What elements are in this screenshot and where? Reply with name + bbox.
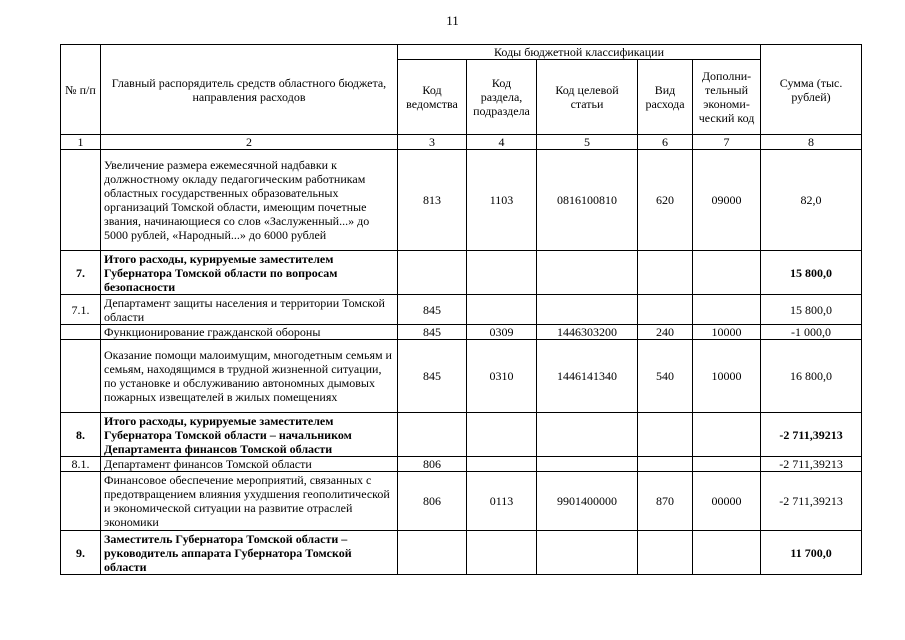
header-num: № п/п bbox=[61, 45, 101, 135]
table-row bbox=[61, 295, 862, 325]
row-type bbox=[638, 531, 693, 575]
row-target bbox=[537, 295, 638, 325]
row-sum: 11 700,0 bbox=[761, 531, 862, 575]
row-type bbox=[638, 413, 693, 457]
row-name: Оказание помощи малоимущим, многодетным семьям и семьям, находящимся в трудной жизненной ситуации, по установке и обслуживанию автономных дымовых пожарных извещателей в жилых помещениях bbox=[101, 340, 398, 413]
row-sum: -2 711,39213 bbox=[761, 472, 862, 531]
row-num: 8. bbox=[61, 413, 101, 457]
row-target bbox=[537, 251, 638, 295]
row-type: 240 bbox=[638, 325, 693, 340]
row-section bbox=[467, 457, 537, 472]
row-name: Итого расходы, курируемые заместителем Губернатора Томской области по вопросам безопасности bbox=[101, 251, 398, 295]
row-num bbox=[61, 340, 101, 413]
page-number: 11 bbox=[446, 13, 459, 28]
row-sum: -2 711,39213 bbox=[761, 413, 862, 457]
row-type bbox=[638, 457, 693, 472]
column-number: 5 bbox=[537, 135, 638, 150]
row-target: 9901400000 bbox=[537, 472, 638, 531]
row-extra bbox=[693, 457, 761, 472]
header-codes-group: Коды бюджетной классификации bbox=[398, 45, 761, 60]
table-row bbox=[61, 340, 862, 413]
row-name: Итого расходы, курируемые заместителем Губернатора Томской области – начальником Департамента финансов Томской области bbox=[101, 413, 398, 457]
row-sum: 16 800,0 bbox=[761, 340, 862, 413]
table-row bbox=[61, 531, 862, 575]
table-row bbox=[61, 472, 862, 531]
row-sum: 15 800,0 bbox=[761, 251, 862, 295]
row-target bbox=[537, 531, 638, 575]
row-type: 620 bbox=[638, 150, 693, 251]
row-extra: 10000 bbox=[693, 340, 761, 413]
row-dept: 806 bbox=[398, 457, 467, 472]
row-name: Увеличение размера ежемесячной надбавки к должностному окладу педагогическим работникам областных государственных образовательных организаций Томской области, имеющим почетные звания, начинающиеся со слов «Заслуженный...» до 5000 рублей, «Народный...» до 6000 рублей bbox=[101, 150, 398, 251]
column-number: 3 bbox=[398, 135, 467, 150]
budget-table bbox=[60, 44, 862, 575]
row-num bbox=[61, 472, 101, 531]
row-section: 0309 bbox=[467, 325, 537, 340]
column-number-row bbox=[61, 135, 862, 150]
row-extra bbox=[693, 531, 761, 575]
row-name: Департамент защиты населения и территории Томской области bbox=[101, 295, 398, 325]
table-row bbox=[61, 251, 862, 295]
column-number: 8 bbox=[761, 135, 862, 150]
row-target bbox=[537, 413, 638, 457]
row-type bbox=[638, 251, 693, 295]
row-section: 1103 bbox=[467, 150, 537, 251]
row-extra bbox=[693, 295, 761, 325]
row-extra: 09000 bbox=[693, 150, 761, 251]
row-extra: 00000 bbox=[693, 472, 761, 531]
row-dept: 845 bbox=[398, 340, 467, 413]
row-extra bbox=[693, 251, 761, 295]
row-dept bbox=[398, 251, 467, 295]
row-dept bbox=[398, 531, 467, 575]
row-num bbox=[61, 325, 101, 340]
row-section bbox=[467, 413, 537, 457]
row-type bbox=[638, 295, 693, 325]
row-num: 9. bbox=[61, 531, 101, 575]
table-row bbox=[61, 413, 862, 457]
row-sum: -2 711,39213 bbox=[761, 457, 862, 472]
row-num: 7. bbox=[61, 251, 101, 295]
row-name: Функционирование гражданской обороны bbox=[101, 325, 398, 340]
row-num bbox=[61, 150, 101, 251]
header-target-code: Код целевой статьи bbox=[537, 60, 638, 135]
header-section-code: Код раздела, подраздела bbox=[467, 60, 537, 135]
row-target bbox=[537, 457, 638, 472]
column-number: 7 bbox=[693, 135, 761, 150]
row-section bbox=[467, 295, 537, 325]
row-sum: -1 000,0 bbox=[761, 325, 862, 340]
row-dept: 806 bbox=[398, 472, 467, 531]
row-extra bbox=[693, 413, 761, 457]
table-row bbox=[61, 457, 862, 472]
row-dept bbox=[398, 413, 467, 457]
row-name: Финансовое обеспечение мероприятий, связанных с предотвращением влияния ухудшения геополитической и экономической ситуации на развитие отраслей экономики bbox=[101, 472, 398, 531]
row-sum: 82,0 bbox=[761, 150, 862, 251]
header-main-distributor: Главный распорядитель средств областного бюджета, направления расходов bbox=[101, 45, 398, 135]
table-row bbox=[61, 325, 862, 340]
row-dept: 845 bbox=[398, 325, 467, 340]
header-expense-type: Вид расхода bbox=[638, 60, 693, 135]
row-section bbox=[467, 531, 537, 575]
row-dept: 813 bbox=[398, 150, 467, 251]
column-number: 2 bbox=[101, 135, 398, 150]
table-row bbox=[61, 150, 862, 251]
row-target: 1446303200 bbox=[537, 325, 638, 340]
row-name: Департамент финансов Томской области bbox=[101, 457, 398, 472]
row-extra: 10000 bbox=[693, 325, 761, 340]
row-target: 0816100810 bbox=[537, 150, 638, 251]
row-dept: 845 bbox=[398, 295, 467, 325]
row-section: 0310 bbox=[467, 340, 537, 413]
column-number: 4 bbox=[467, 135, 537, 150]
row-section: 0113 bbox=[467, 472, 537, 531]
row-type: 540 bbox=[638, 340, 693, 413]
header-dept-code: Код ведомства bbox=[398, 60, 467, 135]
row-section bbox=[467, 251, 537, 295]
row-sum: 15 800,0 bbox=[761, 295, 862, 325]
row-type: 870 bbox=[638, 472, 693, 531]
column-number: 6 bbox=[638, 135, 693, 150]
row-num: 7.1. bbox=[61, 295, 101, 325]
header-additional-code: Дополни-тельный экономи-ческий код bbox=[693, 60, 761, 135]
row-name: Заместитель Губернатора Томской области – руководитель аппарата Губернатора Томской области bbox=[101, 531, 398, 575]
row-target: 1446141340 bbox=[537, 340, 638, 413]
row-num: 8.1. bbox=[61, 457, 101, 472]
column-number: 1 bbox=[61, 135, 101, 150]
header-amount: Сумма (тыс. рублей) bbox=[761, 45, 862, 135]
